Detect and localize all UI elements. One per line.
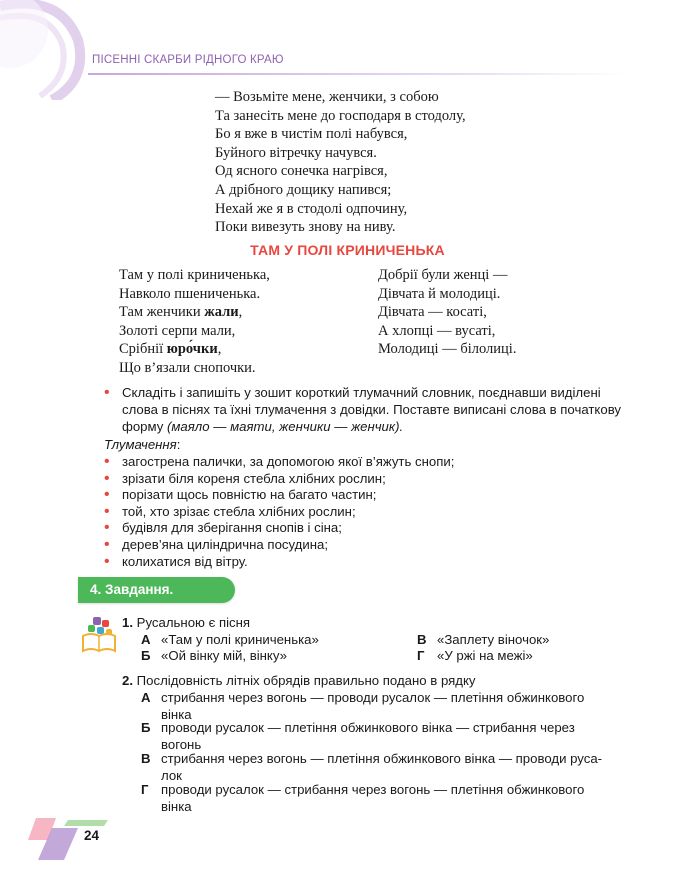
song-line: Там у полі криниченька, xyxy=(119,267,270,283)
poem-line: Поки вивезуть знову на ниву. xyxy=(215,219,396,236)
poem-top xyxy=(215,88,466,237)
question-text: Русальною є пісня xyxy=(136,615,251,630)
bullet-icon: • xyxy=(104,502,110,520)
bullet-icon: • xyxy=(104,486,110,504)
bullet-icon: • xyxy=(104,384,110,401)
glossary-item: • будівля для зберігання снопів і сіна; xyxy=(104,519,342,537)
bullet-icon: • xyxy=(104,519,110,537)
task-instruction: Складіть і запишіть у зошит короткий тлумачний словник, поєднавши виділені слова в піснях та їхні тлумачення з довідки. Поставте виписані слова в початкову форму (маяло — маяти, женчики — женчик). xyxy=(122,385,621,434)
highlighted-word: жали xyxy=(204,304,239,321)
poem-line: — Возьміте мене, женчики, з собою xyxy=(215,89,439,105)
answer-option[interactable]: Б «Ой вінку мій, вінку» xyxy=(141,648,287,663)
song-line: Срібнії юро́чки, xyxy=(119,341,222,358)
glossary-item: • колихатися від вітру. xyxy=(104,552,248,570)
page-number: 24 xyxy=(84,828,100,843)
question-number: 1. xyxy=(122,615,133,630)
glossary-item: • дерев’яна циліндрична посудина; xyxy=(104,535,328,553)
answer-option[interactable]: Г проводи русалок — стрибання через вогонь — плетіння обжинкового вінка xyxy=(141,782,585,814)
song-line: Що в’язали снопочки. xyxy=(119,359,256,376)
song-right-column xyxy=(378,266,516,359)
song-line: Добрії були женці — xyxy=(378,267,508,283)
poem-line: Буйного вітречку начувся. xyxy=(215,144,377,161)
song-line: А хлопці — вусаті, xyxy=(378,322,496,339)
song-line: Дівчата — косаті, xyxy=(378,304,487,321)
answer-option[interactable]: А стрибання через вогонь — проводи русалок — плетіння обжинкового вінка xyxy=(141,690,585,722)
glossary-item: • той, хто зрізає стебла хлібних рослин; xyxy=(104,502,356,520)
question-1 xyxy=(122,615,250,632)
bullet-icon: • xyxy=(104,469,110,487)
section-label: 4. Завдання. xyxy=(90,582,174,597)
glossary-title: Тлумачення: xyxy=(104,437,181,452)
answer-option[interactable]: А «Там у полі криниченька» xyxy=(141,632,319,647)
bullet-icon: • xyxy=(104,535,110,553)
question-2 xyxy=(122,673,476,690)
chapter-title: ПІСЕННІ СКАРБИ РІДНОГО КРАЮ xyxy=(92,54,284,66)
song-left-column xyxy=(119,266,270,378)
header-arc-decoration xyxy=(0,0,140,100)
glossary-item: • зрізати біля кореня стебла хлібних рослин; xyxy=(104,469,386,487)
song-line: Навколо пшениченька. xyxy=(119,285,261,302)
glossary-item: • порізати щось повністю на багато частин; xyxy=(104,486,377,504)
task-example: (маяло — маяти, женчики — женчик). xyxy=(167,419,404,434)
poem-line: Од ясного сонечка нагрівся, xyxy=(215,163,388,180)
question-number: 2. xyxy=(122,673,133,688)
glossary-item: • загострена палички, за допомогою якої в’яжуть снопи; xyxy=(104,453,455,470)
bullet-icon: • xyxy=(104,453,110,470)
song-title: ТАМ У ПОЛІ КРИНИЧЕНЬКА xyxy=(250,242,445,258)
header-divider xyxy=(88,73,628,75)
highlighted-word: юро́чки xyxy=(166,341,218,358)
bullet-icon: • xyxy=(104,552,110,570)
answer-option[interactable]: Г «У ржі на межі» xyxy=(417,648,533,663)
song-line: Молодиці — білолиці. xyxy=(378,341,517,358)
poem-line: Бо я вже в чистім полі набувся, xyxy=(215,126,408,143)
song-line: Там женчики жали, xyxy=(119,304,243,321)
footer-decoration xyxy=(28,814,118,864)
poem-line: Та занесіть мене до господаря в стодолу, xyxy=(215,107,466,124)
answer-option[interactable]: В стрибання через вогонь — плетіння обжинкового вінка — проводи руса- лок xyxy=(141,751,603,783)
question-text: Послідовність літніх обрядів правильно подано в рядку xyxy=(136,673,476,688)
song-line: Золоті серпи мали, xyxy=(119,322,236,339)
answer-option[interactable]: В «Заплету віночок» xyxy=(417,632,550,647)
answer-option[interactable]: Б проводи русалок — плетіння обжинкового вінка — стрибання через вогонь xyxy=(141,720,575,752)
song-line: Дівчата й молодиці. xyxy=(378,285,501,302)
test-book-icon xyxy=(80,614,118,654)
poem-line: А дрібного дощику напився; xyxy=(215,181,392,198)
poem-line: Нехай же я в стодолі одпочину, xyxy=(215,200,408,217)
glossary-list xyxy=(104,454,454,570)
